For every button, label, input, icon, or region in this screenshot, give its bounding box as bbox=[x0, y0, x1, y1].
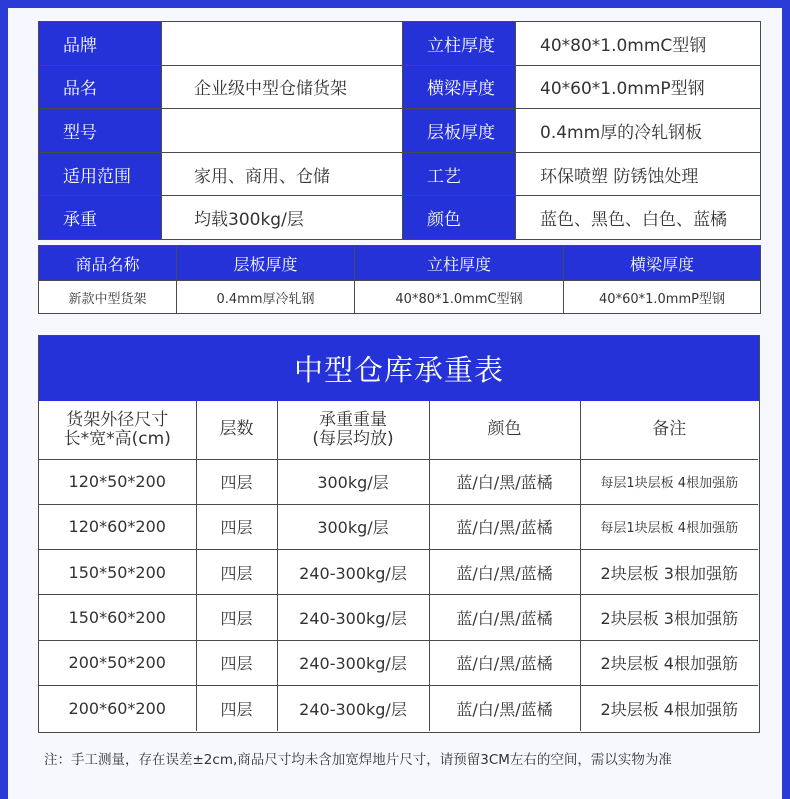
load-header-line: 承重重量 bbox=[319, 409, 387, 430]
load-table-title: 中型仓库承重表 bbox=[39, 336, 759, 401]
load-header-color: 颜色 bbox=[429, 401, 580, 459]
spec-value: 40*80*1.0mmC型钢 bbox=[516, 22, 761, 66]
load-header-line: 长*宽*高(cm) bbox=[63, 428, 171, 449]
load-table-section bbox=[38, 335, 760, 733]
summary-cell: 新款中型货架 bbox=[39, 281, 177, 314]
cell-color: 蓝/白/黑/蓝橘 bbox=[429, 550, 580, 595]
summary-header: 立柱厚度 bbox=[355, 246, 564, 281]
cell-weight: 240-300kg/层 bbox=[277, 595, 429, 640]
spec-row bbox=[39, 109, 761, 153]
table-row bbox=[39, 459, 758, 504]
cell-levels: 四层 bbox=[196, 550, 277, 595]
spec-label: 品牌 bbox=[39, 22, 162, 66]
cell-levels: 四层 bbox=[196, 459, 277, 504]
load-header-weight bbox=[277, 401, 429, 459]
frame-right bbox=[782, 0, 790, 799]
spec-row bbox=[39, 152, 761, 196]
cell-size: 120*60*200 bbox=[39, 504, 196, 549]
load-header-size bbox=[39, 401, 196, 459]
summary-cell: 40*80*1.0mmC型钢 bbox=[355, 281, 564, 314]
table-row bbox=[39, 686, 758, 731]
cell-levels: 四层 bbox=[196, 686, 277, 731]
load-header-levels: 层数 bbox=[196, 401, 277, 459]
summary-row bbox=[39, 281, 761, 314]
cell-note: 2块层板 3根加强筋 bbox=[580, 550, 758, 595]
cell-color: 蓝/白/黑/蓝橘 bbox=[429, 640, 580, 685]
spec-value bbox=[162, 22, 403, 66]
cell-levels: 四层 bbox=[196, 640, 277, 685]
cell-color: 蓝/白/黑/蓝橘 bbox=[429, 686, 580, 731]
product-summary-table bbox=[38, 245, 761, 314]
frame-top bbox=[0, 0, 790, 8]
spec-value: 40*60*1.0mmP型钢 bbox=[516, 65, 761, 109]
load-header-note: 备注 bbox=[580, 401, 758, 459]
spec-value: 0.4mm厚的冷轧钢板 bbox=[516, 109, 761, 153]
spec-value bbox=[162, 109, 403, 153]
spec-label: 承重 bbox=[39, 196, 162, 240]
cell-size: 200*50*200 bbox=[39, 640, 196, 685]
spec-table bbox=[38, 21, 761, 240]
cell-note: 每层1块层板 4根加强筋 bbox=[580, 504, 758, 549]
spec-label: 横梁厚度 bbox=[403, 65, 516, 109]
cell-levels: 四层 bbox=[196, 504, 277, 549]
spec-row bbox=[39, 196, 761, 240]
cell-weight: 240-300kg/层 bbox=[277, 640, 429, 685]
summary-header-row bbox=[39, 246, 761, 281]
spec-value: 蓝色、黑色、白色、蓝橘 bbox=[516, 196, 761, 240]
table-row bbox=[39, 550, 758, 595]
cell-weight: 240-300kg/层 bbox=[277, 550, 429, 595]
cell-weight: 240-300kg/层 bbox=[277, 686, 429, 731]
spec-row bbox=[39, 65, 761, 109]
footnote: 注：手工测量，存在误差±2cm,商品尺寸均未含加宽焊地片尺寸，请预留3CM左右的空间，需以实物为准 bbox=[44, 752, 672, 768]
cell-weight: 300kg/层 bbox=[277, 459, 429, 504]
load-table bbox=[39, 401, 758, 731]
summary-cell: 0.4mm厚冷轧钢 bbox=[177, 281, 355, 314]
cell-size: 120*50*200 bbox=[39, 459, 196, 504]
table-row bbox=[39, 595, 758, 640]
spec-label: 型号 bbox=[39, 109, 162, 153]
table-row bbox=[39, 504, 758, 549]
summary-header: 横梁厚度 bbox=[564, 246, 761, 281]
cell-size: 150*50*200 bbox=[39, 550, 196, 595]
spec-row bbox=[39, 22, 761, 66]
cell-size: 200*60*200 bbox=[39, 686, 196, 731]
spec-label: 适用范围 bbox=[39, 152, 162, 196]
summary-cell: 40*60*1.0mmP型钢 bbox=[564, 281, 761, 314]
spec-label: 层板厚度 bbox=[403, 109, 516, 153]
cell-levels: 四层 bbox=[196, 595, 277, 640]
summary-header: 商品名称 bbox=[39, 246, 177, 281]
cell-color: 蓝/白/黑/蓝橘 bbox=[429, 459, 580, 504]
spec-value: 企业级中型仓储货架 bbox=[162, 65, 403, 109]
cell-note: 每层1块层板 4根加强筋 bbox=[580, 459, 758, 504]
summary-header: 层板厚度 bbox=[177, 246, 355, 281]
cell-color: 蓝/白/黑/蓝橘 bbox=[429, 504, 580, 549]
spec-label: 品名 bbox=[39, 65, 162, 109]
load-header-line: 货架外径尺寸 bbox=[66, 409, 169, 430]
spec-label: 立柱厚度 bbox=[403, 22, 516, 66]
cell-note: 2块层板 3根加强筋 bbox=[580, 595, 758, 640]
cell-note: 2块层板 4根加强筋 bbox=[580, 686, 758, 731]
frame-left bbox=[0, 0, 8, 799]
spec-label: 颜色 bbox=[403, 196, 516, 240]
cell-weight: 300kg/层 bbox=[277, 504, 429, 549]
cell-note: 2块层板 4根加强筋 bbox=[580, 640, 758, 685]
table-row bbox=[39, 640, 758, 685]
spec-value: 家用、商用、仓储 bbox=[162, 152, 403, 196]
cell-color: 蓝/白/黑/蓝橘 bbox=[429, 595, 580, 640]
cell-size: 150*60*200 bbox=[39, 595, 196, 640]
spec-value: 均载300kg/层 bbox=[162, 196, 403, 240]
load-header-row bbox=[39, 401, 758, 459]
load-header-line: (每层均放) bbox=[312, 428, 394, 449]
spec-value: 环保喷塑 防锈蚀处理 bbox=[516, 152, 761, 196]
spec-label: 工艺 bbox=[403, 152, 516, 196]
